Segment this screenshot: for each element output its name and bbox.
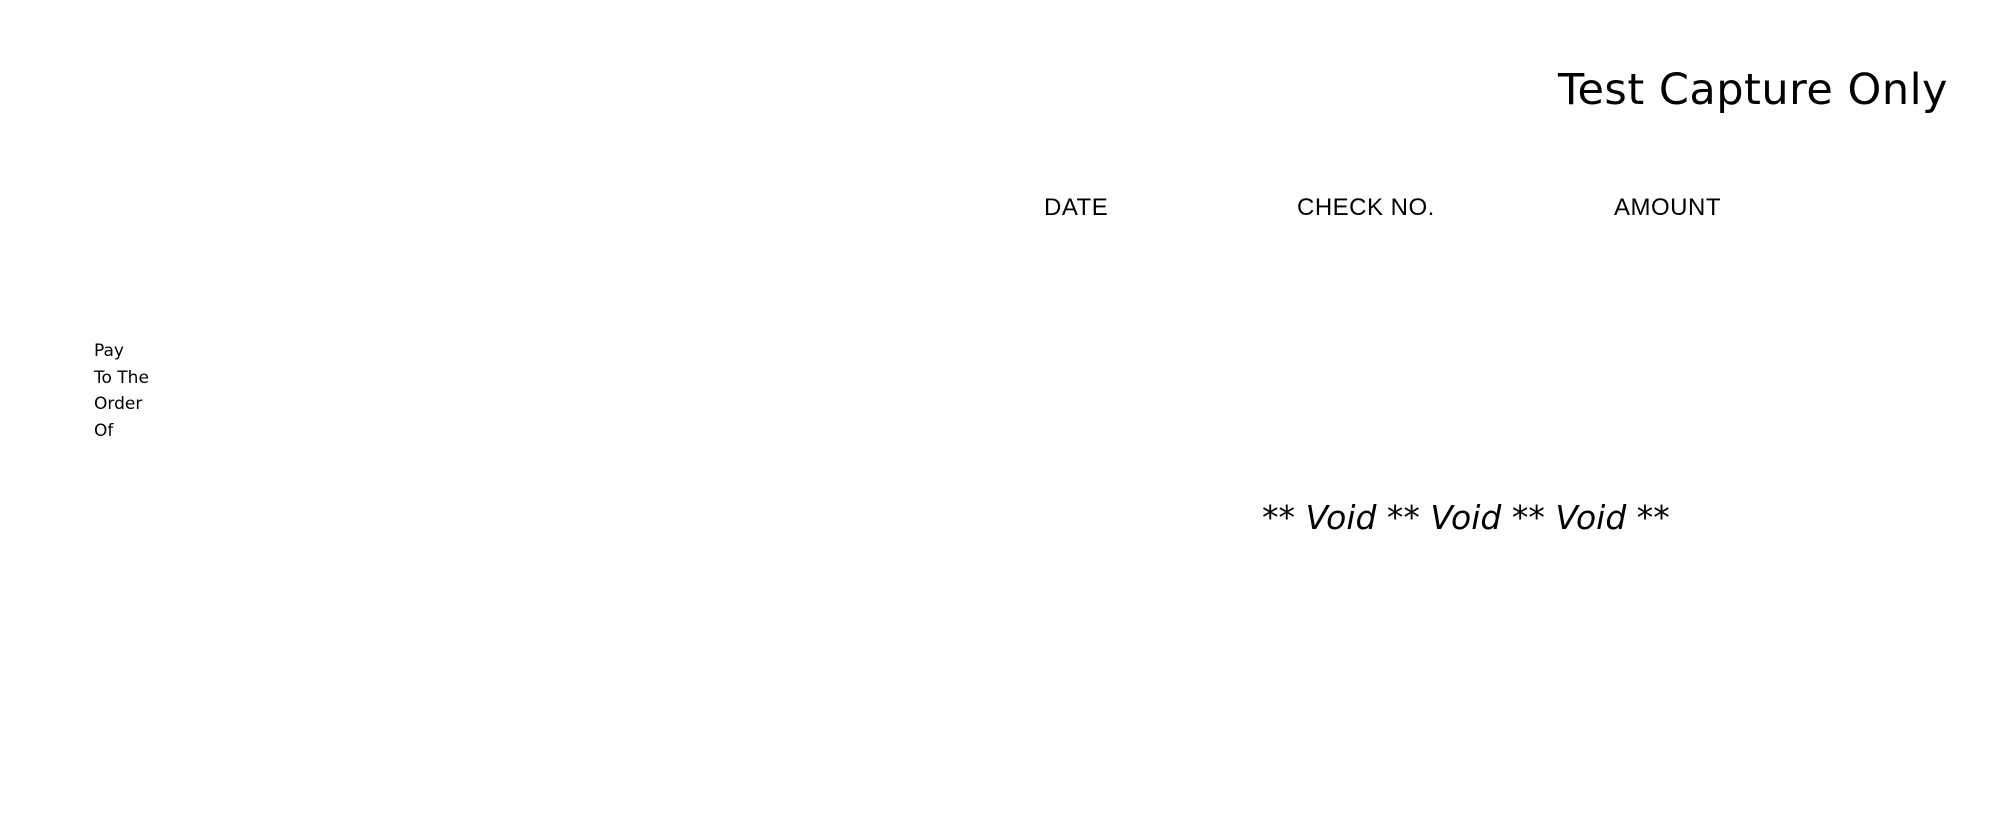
payee-label-line: To The [94, 367, 149, 388]
payee-label-line: Pay [94, 341, 124, 361]
document-title: Test Capture Only [1558, 65, 1948, 115]
pay-to-the-order-of-label [94, 338, 149, 444]
amount-header: AMOUNT [1614, 194, 1721, 221]
payee-label-line: Order [94, 394, 143, 414]
payee-label-line: Of [94, 420, 114, 441]
check-number-header: CHECK NO. [1297, 194, 1435, 221]
date-header: DATE [1044, 194, 1109, 221]
void-watermark-text: ** Void ** Void ** Void ** [1262, 498, 1670, 537]
